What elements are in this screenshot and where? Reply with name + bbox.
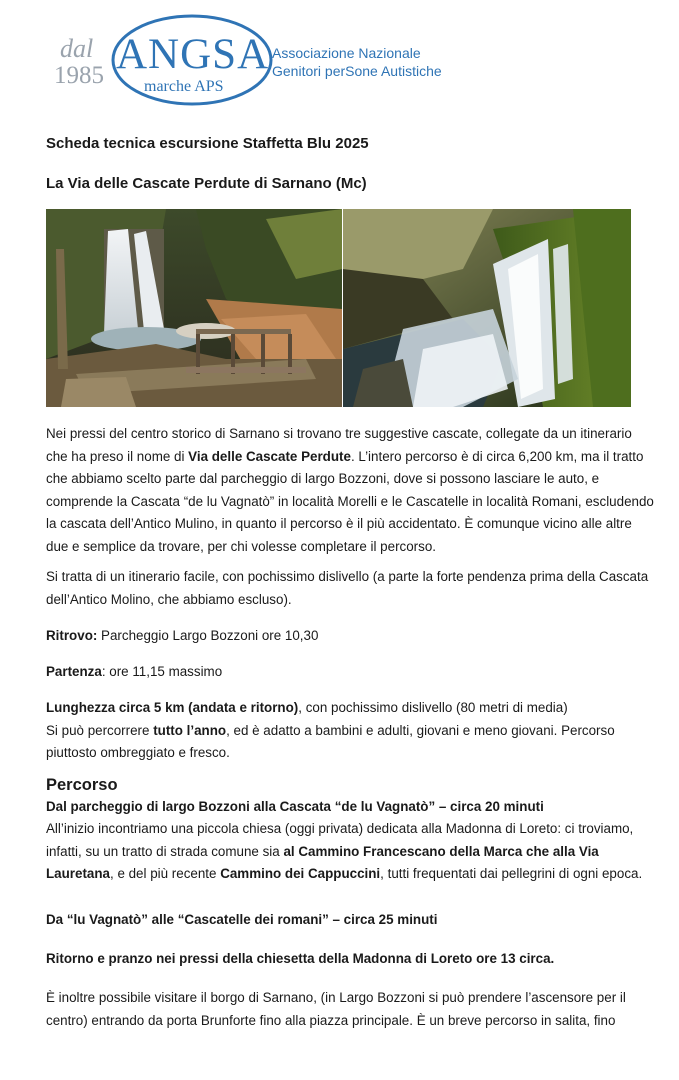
logo-dal-text: dal: [60, 34, 94, 63]
intro-bold-name: Via delle Cascate Perdute: [188, 448, 351, 464]
percorso-paragraph: [46, 818, 656, 886]
lunghezza-bold: Lunghezza circa 5 km (andata e ritorno): [46, 700, 299, 715]
logo-assoc-line1: Associazione Nazionale: [272, 45, 421, 61]
percorso-subheading-1: Dal parcheggio di largo Bozzoni alla Cascata “de lu Vagnatò” – circa 20 minuti: [46, 799, 544, 814]
logo-name-text: ANGSA: [116, 31, 270, 78]
percorso-subheading-3: Ritorno e pranzo nei pressi della chiesetta della Madonna di Loreto ore 13 circa.: [46, 951, 555, 966]
lunghezza-text-3: , ed è adatto a bambini e adulti, giovani e meno giovani. Percorso piuttosto ombreggiato e fresco.: [46, 722, 615, 760]
logo-year-text: 1985: [54, 62, 104, 89]
waterfall-bridge-photo: [46, 209, 342, 407]
logo-sub-text: marche APS: [144, 78, 224, 95]
lunghezza-text-1: , con pochissimo dislivello (80 metri di media): [298, 700, 568, 715]
lunghezza-text-2: Si può percorrere: [46, 722, 154, 738]
percorso-bold-1: al Cammino Francescano della Marca che alla Via Lauretana: [46, 843, 599, 881]
intro-paragraph: [46, 423, 656, 558]
lunghezza-paragraph: [46, 697, 656, 765]
intro-text-1: Nei pressi del centro storico di Sarnano si trovano tre suggestive cascate, collegate da un itinerario che ha preso il nome di: [46, 426, 632, 464]
ritrovo-label: Ritrovo:: [46, 628, 98, 643]
percorso-heading: Percorso: [46, 776, 118, 794]
percorso-bold-2: Cammino dei Cappuccini: [220, 866, 381, 881]
document-title: Scheda tecnica escursione Staffetta Blu 2025: [46, 135, 369, 152]
angsa-logo: [52, 8, 452, 108]
logo-association-name: [272, 44, 442, 80]
partenza-label: Partenza: [46, 664, 102, 679]
ritrovo-line: [46, 625, 656, 648]
partenza-line: [46, 661, 656, 684]
ritrovo-value: Parcheggio Largo Bozzoni ore 10,30: [97, 628, 319, 643]
document-subtitle: La Via delle Cascate Perdute di Sarnano (Mc): [46, 175, 367, 192]
percorso-text-2: , e del più recente: [110, 866, 221, 881]
mossy-waterfall-photo: [343, 209, 631, 407]
percorso-text-3: , tutti frequentati dai pellegrini di ogni epoca.: [380, 866, 643, 881]
logo-assoc-line2: Genitori perSone Autistiche: [272, 63, 442, 79]
lunghezza-bold-2: tutto l’anno: [153, 722, 227, 738]
percorso-text-1: All’inizio incontriamo una piccola chiesa (oggi privata) dedicata alla Madonna di Loreto: ci troviamo, infatti, su un tratto di strada comune sia: [46, 821, 634, 859]
percorso-subheading-2: Da “lu Vagnatò” alle “Cascatelle dei romani” – circa 25 minuti: [46, 912, 438, 927]
partenza-value: : ore 11,15 massimo: [101, 664, 223, 679]
itinerary-paragraph: Si tratta di un itinerario facile, con pochissimo dislivello (a parte la forte pendenza prima della Cascata dell’Antico Molino, che abbiamo escluso).: [46, 569, 649, 607]
intro-text-2: . L’intero percorso è di circa 6,200 km, ma il tratto che abbiamo scelto parte dal parcheggio di largo Bozzoni, dove si possono lasciare le auto, e comprende la Cascata “de lu Vagnatò” in località Morelli e le Cascatelle in località Romani, escludendo la cascata dell’Antico Mulino, in quanto il percorso è il più accidentato. È comunque vicino alle altre due e semplice da trovare, per chi volesse completare il percorso.: [46, 448, 654, 554]
percorso-last-paragraph: È inoltre possibile visitare il borgo di Sarnano, (in Largo Bozzoni si può prendere l’ascensore per il centro) entrando da porta Brunforte fino alla piazza principale. È un breve percorso in salita, fino: [46, 990, 626, 1028]
